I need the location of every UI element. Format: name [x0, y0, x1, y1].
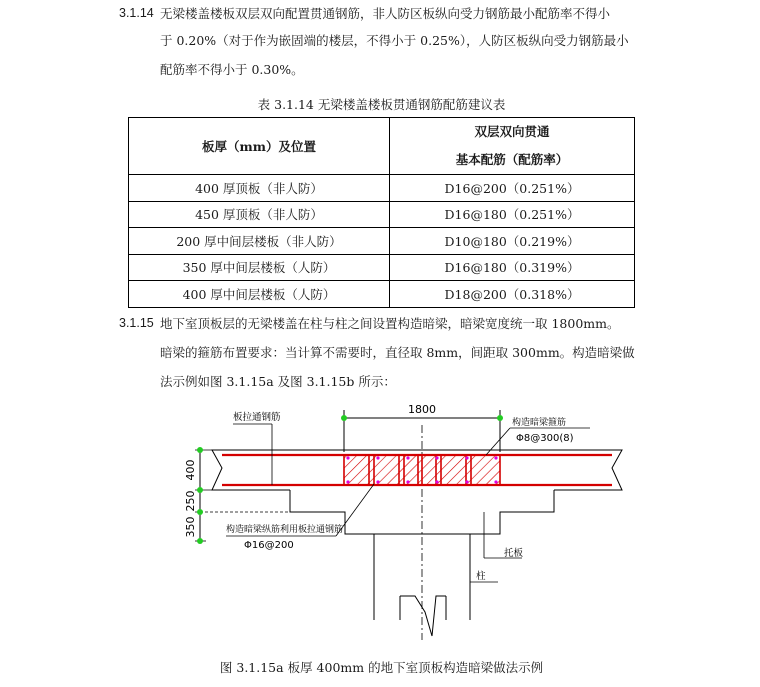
cell-rebar: D16@200（0.251%） [390, 175, 635, 202]
cell-position: 400 厚中间层楼板（人防） [129, 281, 390, 308]
cell-rebar: D10@180（0.219%） [390, 228, 635, 255]
label-stirrup: 构造暗梁箍筋 [512, 418, 567, 428]
label-drop-panel: 托板 [504, 548, 524, 559]
section-3-1-15-line-2: 暗梁的箍筋布置要求：当计算不需要时，直径取 8mm，间距取 300mm。构造暗梁做 [160, 345, 635, 360]
header-rebar-line-2: 基本配筋（配筋率） [455, 152, 569, 167]
cell-position: 450 厚顶板（非人防） [129, 201, 390, 228]
section-3-1-14-line-3: 配筋率不得小于 0.30%。 [160, 62, 304, 77]
cell-position: 350 厚中间层楼板（人防） [129, 254, 390, 281]
header-position: 板厚（mm）及位置 [129, 118, 390, 175]
leader-long-rebar-b [336, 484, 374, 536]
table-title: 表 3.1.14 无梁楼盖楼板贯通钢筋配筋建议表 [257, 97, 506, 112]
dim-text-250: 250 [184, 490, 197, 512]
cell-rebar: D18@200（0.318%） [390, 281, 635, 308]
label-slab-rebar: 板拉通钢筋 [233, 412, 281, 423]
label-long-spec: Φ16@200 [244, 540, 294, 551]
cell-position: 200 厚中间层楼板（非人防） [129, 228, 390, 255]
cell-rebar: D16@180（0.319%） [390, 254, 635, 281]
section-number-3-1-15: 3.1.15 [119, 316, 154, 330]
dim-text-350: 350 [184, 516, 197, 538]
section-3-1-15-line-1: 地下室顶板层的无梁楼盖在柱与柱之间设置构造暗梁，暗梁宽度统一取 1800mm。 [160, 316, 620, 331]
dim-text-400: 400 [184, 459, 197, 481]
leader-stirrup-b [486, 428, 510, 455]
section-3-1-15-line-3: 法示例如图 3.1.15a 及图 3.1.15b 所示： [160, 374, 396, 389]
figure-caption: 图 3.1.15a 板厚 400mm 的地下室顶板构造暗梁做法示例 [219, 660, 544, 675]
cell-position: 400 厚顶板（非人防） [129, 175, 390, 202]
column-break [400, 596, 446, 636]
section-number-3-1-14: 3.1.14 [119, 6, 154, 20]
cell-rebar: D16@180（0.251%） [390, 201, 635, 228]
header-rebar-line-1: 双层双向贯通 [474, 124, 550, 139]
label-column: 柱 [476, 571, 486, 582]
dim-text-1800: 1800 [408, 403, 436, 416]
section-3-1-14-line-1: 无梁楼盖楼板双层双向配置贯通钢筋，非人防区板纵向受力钢筋最小配筋率不得小 [160, 6, 611, 21]
label-long-rebar: 构造暗梁纵筋利用板拉通钢筋 [226, 525, 344, 535]
label-stirrup-spec: Φ8@300(8) [516, 433, 574, 444]
section-3-1-14-line-2: 于 0.20%（对于作为嵌固端的楼层，不得小于 0.25%），人防区板纵向受力钢筋最小 [160, 33, 629, 48]
